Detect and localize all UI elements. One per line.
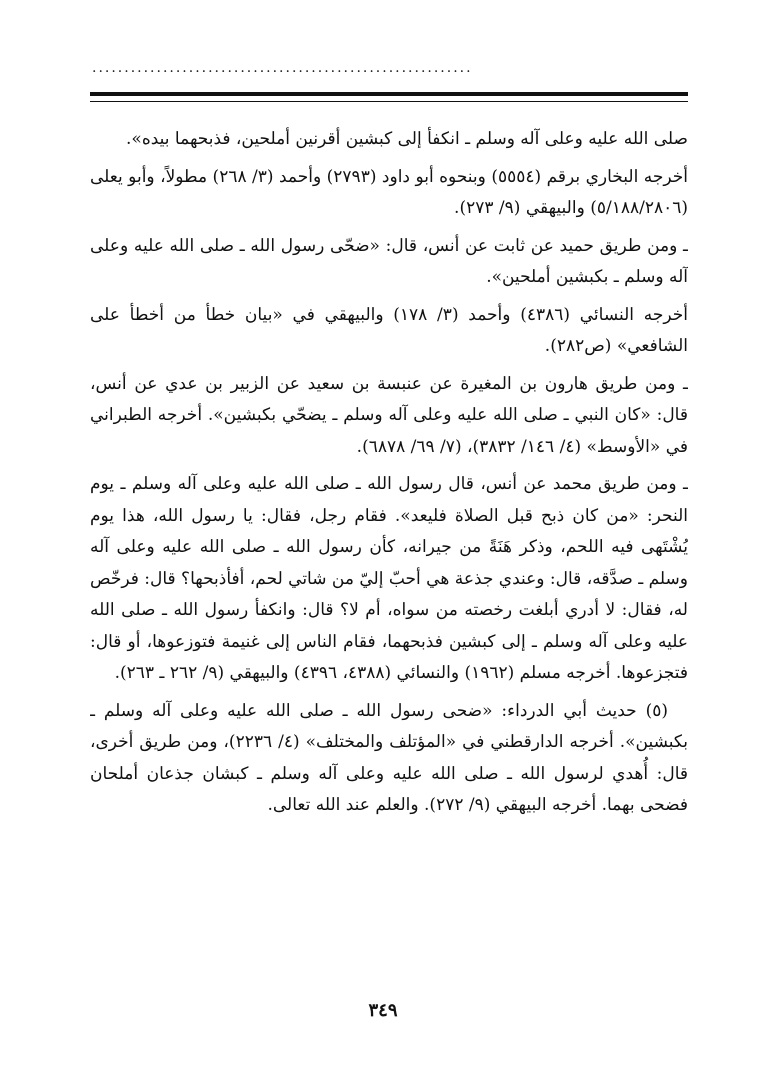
header-rule-thick — [90, 92, 688, 96]
paragraph-6: ـ ومن طريق محمد عن أنس، قال رسول الله ـ صلى الله عليه وعلى آله وسلم ـ يوم النحر: «من كان ذبح قبل الصلاة فليعد». فقام رجل، فقال: يا رسول الله، هذا يوم يُشْتَهى فيه اللحم، وذكر هَنَةً من جيرانه، كأن رسول الله ـ صلى الله عليه وعلى آله وسلم ـ صدَّقه، قال: وعندي جذعة هي أحبّ إليّ من شاتي لحم، أفأذبحها؟ قال: فرخّص له، فقال: لا أدري أبلغت رخصته من سواه، أم لا؟ قال: وانكفأ رسول الله ـ صلى الله عليه وعلى آله وسلم ـ إلى كبشين فذبحهما، فقام الناس إلى غنيمة فتوزعوها، أو قال: فتجزعوها. أخرجه مسلم (١٩٦٢) والنسائي (٤٣٨٨، ٤٣٩٦) والبيهقي (٩/ ٢٦٢ ـ ٢٦٣). — [90, 474, 688, 683]
header-rule-thin — [90, 101, 688, 102]
paragraph-2: أخرجه البخاري برقم (٥٥٥٤) وبنحوه أبو داود (٢٧٩٣) وأحمد (٣/ ٢٦٨) مطولاً، وأبو يعلى (٥/١٨٨/٢٨٠٦) والبيهقي (٩/ ٢٧٣). — [90, 166, 688, 218]
paragraph-1: صلى الله عليه وعلى آله وسلم ـ انكفأ إلى كبشين أقرنين أملحين، فذبحهما بيده». — [126, 129, 688, 149]
page-number: ٣٤٩ — [368, 1000, 398, 1021]
page-body — [90, 124, 688, 994]
paragraph-7: (٥) حديث أبي الدرداء: «ضحى رسول الله ـ صلى الله عليه وعلى آله وسلم ـ بكبشين». أخرجه الدارقطني في «المؤتلف والمختلف» (٤/ ٢٢٣٦)، ومن طريق أخرى، قال: أُهدي لرسول الله ـ صلى الله عليه وعلى آله وسلم ـ كبشان جذعان أملحان فضحى بهما. أخرجه البيهقي (٩/ ٢٧٢). والعلم عند الله تعالى. — [90, 700, 688, 815]
paragraph-4: أخرجه النسائي (٤٣٨٦) وأحمد (٣/ ١٧٨) والبيهقي في «بيان خطأ من أخطأ على الشافعي» (ص٢٨٢). — [90, 304, 688, 356]
paragraph-5: ـ ومن طريق هارون بن المغيرة عن عنبسة بن سعيد عن الزبير بن عدي عن أنس، قال: «كان النبي ـ صلى الله عليه وعلى آله وسلم ـ يضحّي بكبشين». أخرجه الطبراني في «الأوسط» (٤/ ١٤٦/ ٣٨٣٢)، (٧/ ٦٩/ ٦٨٧٨). — [90, 373, 688, 457]
paragraph-3: ـ ومن طريق حميد عن ثابت عن أنس، قال: «ضحّى رسول الله ـ صلى الله عليه وعلى آله وسلم ـ بكبشين أملحين». — [90, 235, 688, 287]
header-dotted-line: ........................................................... — [92, 62, 473, 74]
